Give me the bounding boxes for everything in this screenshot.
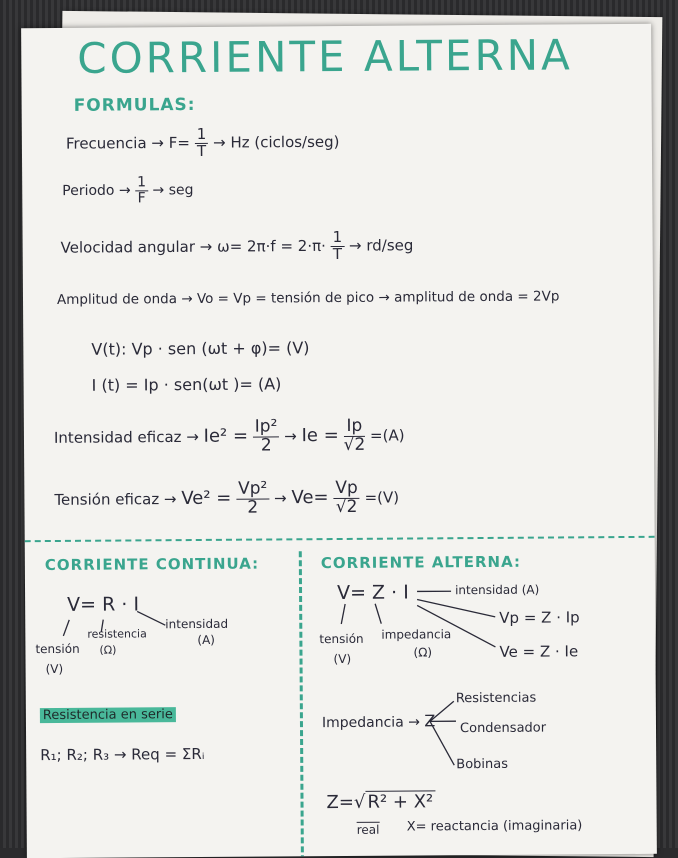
amplitud-tail: amplitud de onda = 2Vp [394,288,559,305]
z-modulus-formula [326,791,435,813]
frecuencia-label: Frecuencia [66,134,147,153]
ca-vp-formula: Vp = Z · Ip [499,608,580,627]
cc-label-resistencia: resistencia [87,627,147,640]
voltage-time-formula: V(t): Vp · sen (ωt + φ)= (V) [91,338,309,359]
ve-unit: =(V) [365,488,400,506]
impedancia-symbol: Z [424,711,435,730]
arrow-icon: → [200,238,213,256]
frac-num: Ip² [253,418,280,437]
amplitud-expr: Vo = Vp = tensión de pico [197,290,374,307]
arrow-icon: → [119,183,131,199]
arrow-icon: → [408,714,420,730]
ca-heading: CORRIENTE ALTERNA: [321,553,521,572]
resistencia-serie-row [40,745,204,764]
periodo-label: Periodo [62,183,114,199]
cc-label-tension: tensión [35,642,79,656]
ca-label-tension-unit: (V) [333,652,351,666]
frac-num: Vp [333,480,360,499]
ie-unit: =(A) [370,426,405,444]
ie-lhs: Ie = [302,425,339,446]
cc-label-intensidad-unit: (A) [197,633,215,647]
ca-ve-formula: Ve = Z · Ie [499,642,578,661]
frac-num: Vp² [236,480,269,499]
resistencia-serie-heading [40,707,176,723]
label-real: real [357,822,380,837]
ca-label-intensidad: intensidad (A) [455,583,539,598]
serie-result: Req = ΣRᵢ [131,745,204,764]
arrow-icon: → [181,291,192,307]
arrow-icon: → [284,427,297,445]
branch-bobinas: Bobinas [456,757,508,772]
velocidad-label: Velocidad angular [61,238,195,257]
annotation-arrows [21,24,657,858]
serie-list: R₁; R₂; R₃ [40,746,109,764]
periodo-unit: seg [169,182,194,198]
frac-den: T [195,144,209,160]
ie2-lhs: Ie² = [204,425,249,446]
ca-label-impedancia-unit: (Ω) [413,645,432,659]
frac-den: F [135,191,148,206]
frac-den: √2 [344,437,366,455]
ve-lhs: Ve= [291,487,328,508]
branch-condensador: Condensador [460,721,546,737]
cc-label-resistencia-unit: (Ω) [99,644,116,657]
frac-den: √2 [333,499,360,517]
arrow-icon: → [213,134,226,152]
amplitud-label: Amplitud de onda [57,291,177,308]
label-reactancia: X= reactancia (imaginaria) [407,818,583,834]
arrow-icon: → [114,745,127,763]
velocidad-expr: ω= 2π·f = 2·π· [217,237,326,256]
notes-page [21,24,657,858]
z-formula-lhs: Z= [326,792,354,813]
impedancia-label: Impedancia [322,715,404,732]
cc-label-tension-unit: (V) [46,662,64,676]
frac-den: 2 [253,437,280,455]
z-formula-radicand: R² + X² [365,790,435,812]
intensidad-eficaz-label: Intensidad eficaz [54,428,182,447]
cc-label-intensidad: intensidad [165,617,228,631]
cc-heading: CORRIENTE CONTINUA: [45,555,259,574]
frac-num: Ip [343,418,365,437]
ca-label-impedancia: impedancia [381,627,451,641]
frac-num: 1 [135,175,148,191]
arrow-icon: → [164,490,177,508]
formulas-heading: FORMULAS: [74,95,196,116]
arrow-icon: → [151,134,164,152]
cc-ohm-law: V= R · I [67,593,139,616]
arrow-icon: → [186,428,199,446]
arrow-icon: → [378,290,389,306]
arrow-icon: → [274,489,287,507]
frac-num: 1 [331,230,345,247]
frecuencia-lhs: F= [169,134,190,152]
ca-ohm-law: V= Z · I [337,582,409,605]
arrow-icon: → [349,237,362,255]
arrow-icon: → [152,182,164,198]
ca-label-tension: tensión [319,632,363,646]
sqrt-icon: √ [354,792,366,813]
frecuencia-unit: Hz (ciclos/seg) [230,133,339,152]
page-title: CORRIENTE ALTERNA [77,30,573,82]
highlight-text: Resistencia en serie [40,707,176,723]
impedancia-row [322,711,436,731]
tension-eficaz-label: Tensión eficaz [54,490,159,509]
ve2-lhs: Ve² = [181,488,231,509]
current-time-formula: I (t) = Ip · sen(ωt )= (A) [92,374,282,394]
frac-num: 1 [195,127,209,144]
frac-den: T [331,247,345,263]
velocidad-unit: rd/seg [366,236,413,254]
frac-den: 2 [236,499,269,517]
branch-resistencias: Resistencias [456,691,537,707]
